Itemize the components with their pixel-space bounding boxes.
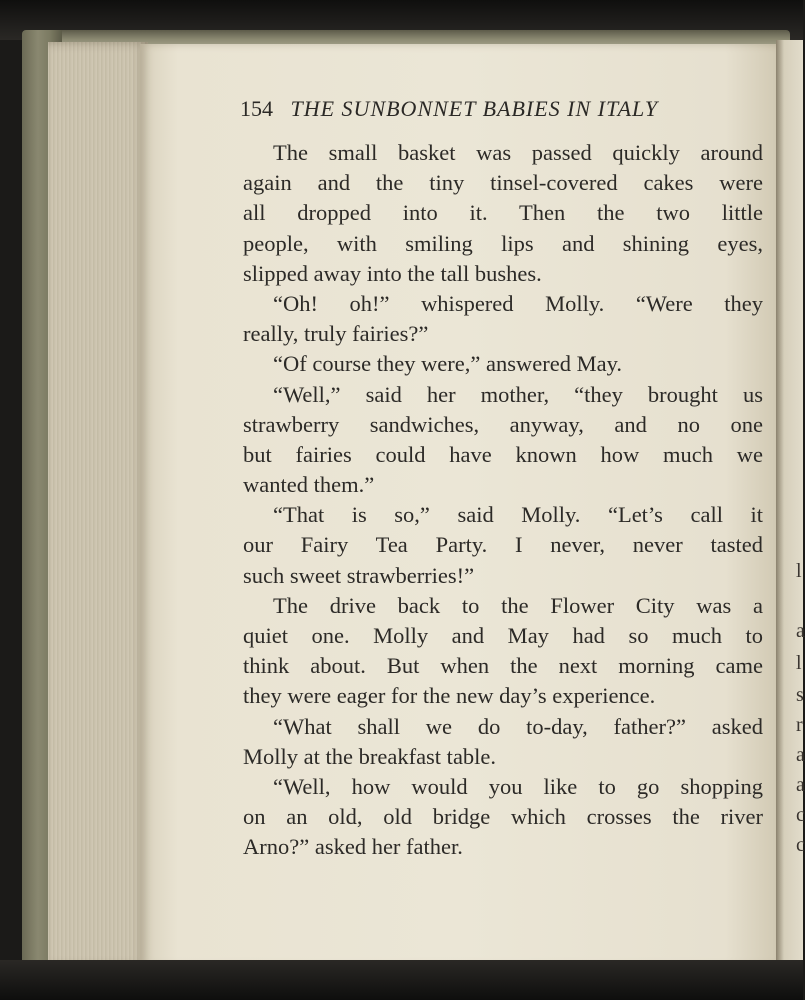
text-line: “Well, how would you like to go shopping	[273, 773, 763, 799]
facing-page-glyph: c	[796, 804, 805, 826]
text-line: Arno?” asked her father.	[243, 834, 463, 860]
facing-page-glyph: a	[796, 774, 805, 796]
text-line: think about. But when the next morning came	[243, 653, 763, 679]
running-header	[240, 96, 740, 122]
text-line: “That is so,” said Molly. “Let’s call it	[273, 502, 763, 528]
text-line: strawberry sandwiches, anyway, and no one	[243, 411, 763, 437]
text-line: all dropped into it. Then the two little	[243, 200, 763, 226]
text-line: The small basket was passed quickly around	[273, 140, 763, 165]
text-line: wanted them.”	[243, 472, 375, 498]
facing-page-glyph: a	[796, 620, 805, 642]
facing-page-glyph: s	[796, 684, 804, 706]
text-line: “Well,” said her mother, “they brought us	[273, 381, 763, 407]
body-text	[243, 138, 763, 863]
running-title: THE SUNBONNET BABIES IN ITALY	[290, 96, 659, 121]
facing-page-glyph: c	[796, 834, 805, 856]
facing-page-glyph: l	[796, 560, 802, 582]
text-line: quiet one. Molly and May had so much to	[243, 623, 763, 648]
page-number: 154	[240, 96, 273, 121]
text-line: slipped away into the tall bushes.	[243, 260, 542, 286]
page-edges-stack	[48, 42, 148, 967]
text-line: “Oh! oh!” whispered Molly. “Were they	[273, 290, 763, 316]
bottom-shadow	[0, 960, 803, 1000]
facing-page-glyph: a	[796, 744, 805, 766]
facing-page-glyph: r	[796, 714, 803, 736]
text-line: Molly at the breakfast table.	[243, 743, 497, 769]
text-line: they were eager for the new day’s experience.	[243, 683, 656, 709]
text-line: “What shall we do to-day, father?” asked	[273, 713, 763, 739]
facing-page-glyph: l	[796, 652, 802, 674]
text-line: but fairies could have known how much we	[243, 441, 763, 467]
text-line: on an old, old bridge which crosses the river	[243, 804, 763, 830]
text-line: our Fairy Tea Party. I never, never tasted	[243, 532, 763, 558]
text-line: “Of course they were,” answered May.	[273, 351, 623, 377]
text-line: The drive back to the Flower City was a	[273, 592, 763, 618]
text-line: people, with smiling lips and shining eyes,	[243, 230, 763, 256]
text-line: really, truly fairies?”	[243, 321, 429, 347]
text-line: again and the tiny tinsel-covered cakes were	[243, 170, 763, 196]
text-line: such sweet strawberries!”	[243, 562, 475, 588]
